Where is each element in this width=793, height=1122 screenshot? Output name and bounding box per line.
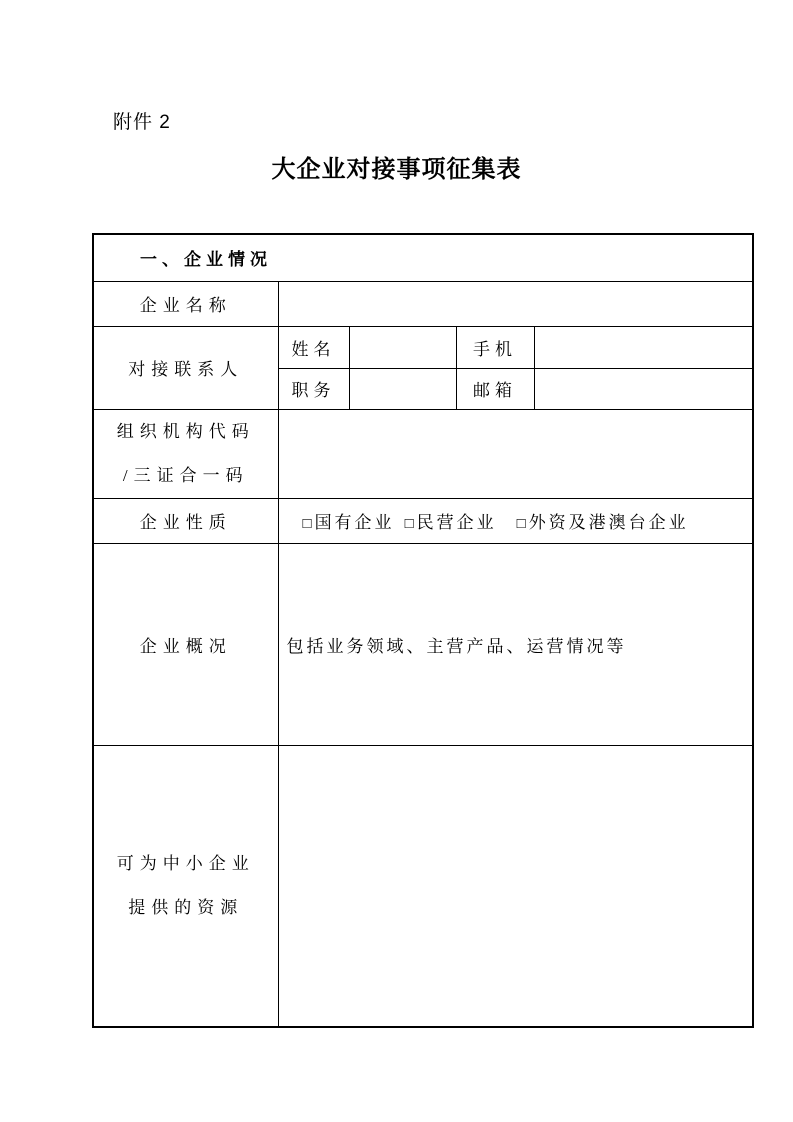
- option-foreign[interactable]: [517, 508, 689, 533]
- enterprise-nature-options: [278, 498, 753, 543]
- company-name-field[interactable]: [278, 281, 753, 326]
- org-code-label-line1: 组织机构代码: [116, 421, 255, 441]
- attachment-label: 附件 2: [113, 112, 171, 133]
- contact-email-label: 邮箱: [456, 368, 534, 409]
- contact-name-label: 姓名: [278, 326, 349, 368]
- company-name-label: 企业名称: [93, 281, 278, 326]
- option-state-owned[interactable]: [303, 508, 395, 533]
- contact-email-field[interactable]: [534, 368, 753, 409]
- enterprise-nature-label: 企业性质: [93, 498, 278, 543]
- option-state-owned-label: 国有企业: [314, 513, 395, 532]
- checkbox-icon[interactable]: □: [516, 516, 529, 532]
- resources-label-line1: 可为中小企业: [116, 853, 255, 873]
- resources-label: [93, 745, 278, 1027]
- org-code-field[interactable]: [278, 409, 753, 498]
- org-code-label-line2: /三证合一码: [122, 465, 249, 485]
- contact-person-label: 对接联系人: [93, 326, 278, 409]
- resources-label-line2: 提供的资源: [128, 897, 244, 917]
- checkbox-icon[interactable]: □: [302, 516, 315, 532]
- option-foreign-label: 外资及港澳台企业: [528, 513, 689, 532]
- page-title: 大企业对接事项征集表: [271, 156, 522, 183]
- section-header: 一、企业情况: [93, 234, 753, 281]
- contact-name-field[interactable]: [349, 326, 456, 368]
- contact-mobile-label: 手机: [456, 326, 534, 368]
- contact-mobile-field[interactable]: [534, 326, 753, 368]
- overview-label: 企业概况: [93, 543, 278, 745]
- contact-position-label: 职务: [278, 368, 349, 409]
- enterprise-info-table: [92, 233, 754, 1028]
- option-private-label: 民营企业: [416, 513, 497, 532]
- checkbox-icon[interactable]: □: [404, 516, 417, 532]
- contact-position-field[interactable]: [349, 368, 456, 409]
- resources-field[interactable]: [278, 745, 753, 1027]
- org-code-label: [93, 409, 278, 498]
- option-private[interactable]: [405, 508, 497, 533]
- overview-field[interactable]: 包括业务领域、主营产品、运营情况等: [278, 543, 753, 745]
